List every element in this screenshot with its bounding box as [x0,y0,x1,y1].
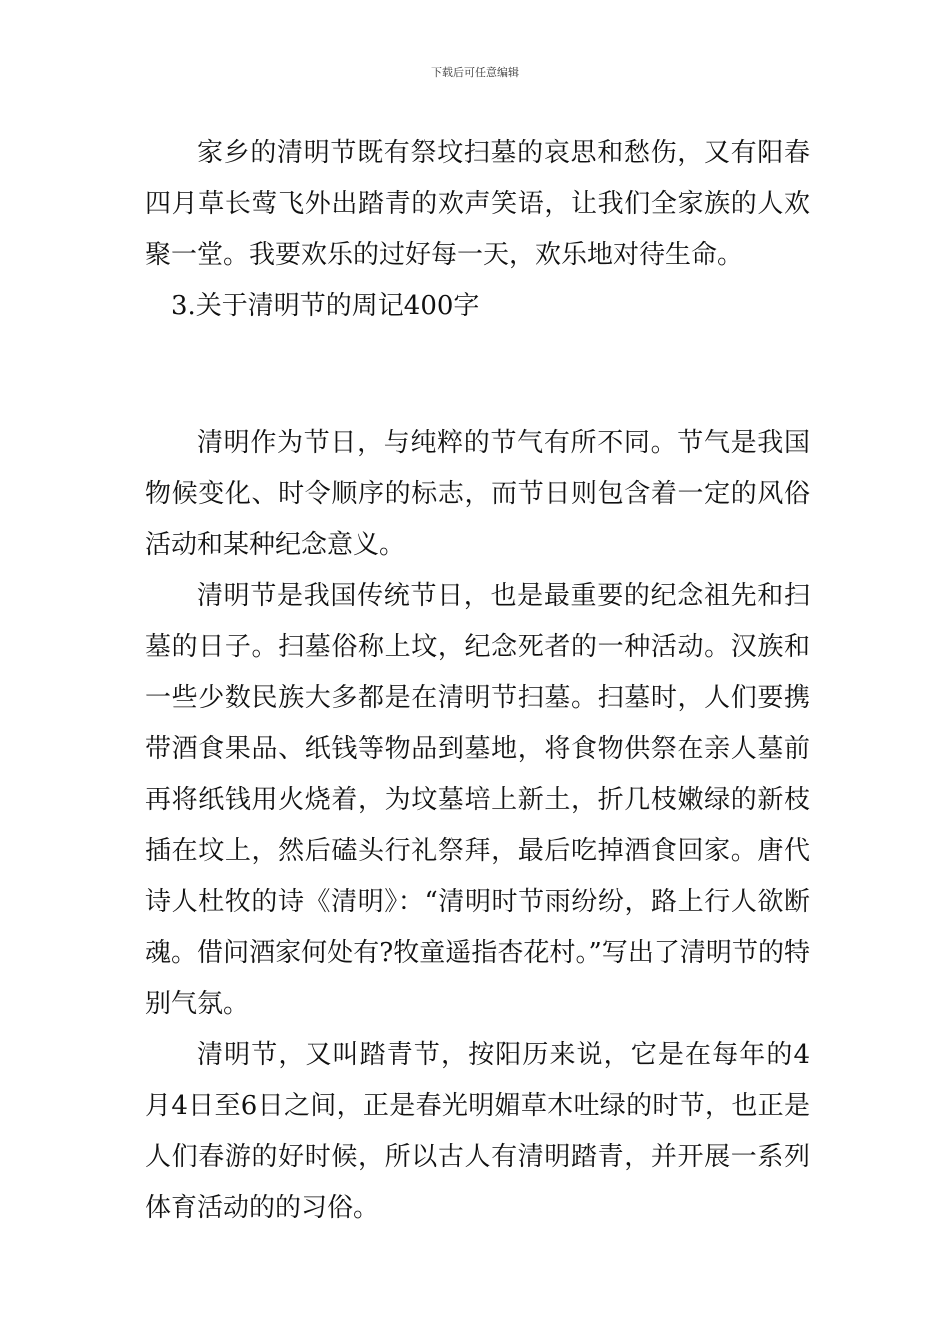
header-note: 下载后可任意编辑 [431,66,519,79]
paragraph-3: 清明节，又叫踏青节，按阳历来说，它是在每年的4月4日至6日之间，正是春光明媚草木吐绿的时节，也正是人们春游的好时候，所以古人有清明踏青，并开展一系列体育活动的的习俗。 [145,1040,810,1223]
paragraph-2: 清明节是我国传统节日，也是最重要的纪念祖先和扫墓的日子。扫墓俗称上坟，纪念死者的一种活动。汉族和一些少数民族大多都是在清明节扫墓。扫墓时，人们要携带酒食果品、纸钱等物品到墓地，将食物供祭在亲人墓前再将纸钱用火烧着，为坟墓培上新土，折几枝嫩绿的新枝插在坟上，然后磕头行礼祭拜，最后吃掉酒食回家。唐代诗人杜牧的诗《清明》：“清明时节雨纷纷，路上行人欲断魂。借问酒家何处有?牧童遥指杏花村。”写出了清明节的特别气氛。 [145,581,810,1019]
paragraph-1: 清明作为节日，与纯粹的节气有所不同。节气是我国物候变化、时令顺序的标志，而节日则包含着一定的风俗活动和某种纪念意义。 [145,428,810,560]
intro-paragraph: 家乡的清明节既有祭坟扫墓的哀思和愁伤，又有阳春四月草长莺飞外出踏青的欢声笑语，让我们全家族的人欢聚一堂。我要欢乐的过好每一天，欢乐地对待生命。 [145,138,810,270]
paragraph-gap [145,332,810,418]
document-body [145,128,810,1234]
section-heading: 3.关于清明节的周记400字 [171,291,480,321]
